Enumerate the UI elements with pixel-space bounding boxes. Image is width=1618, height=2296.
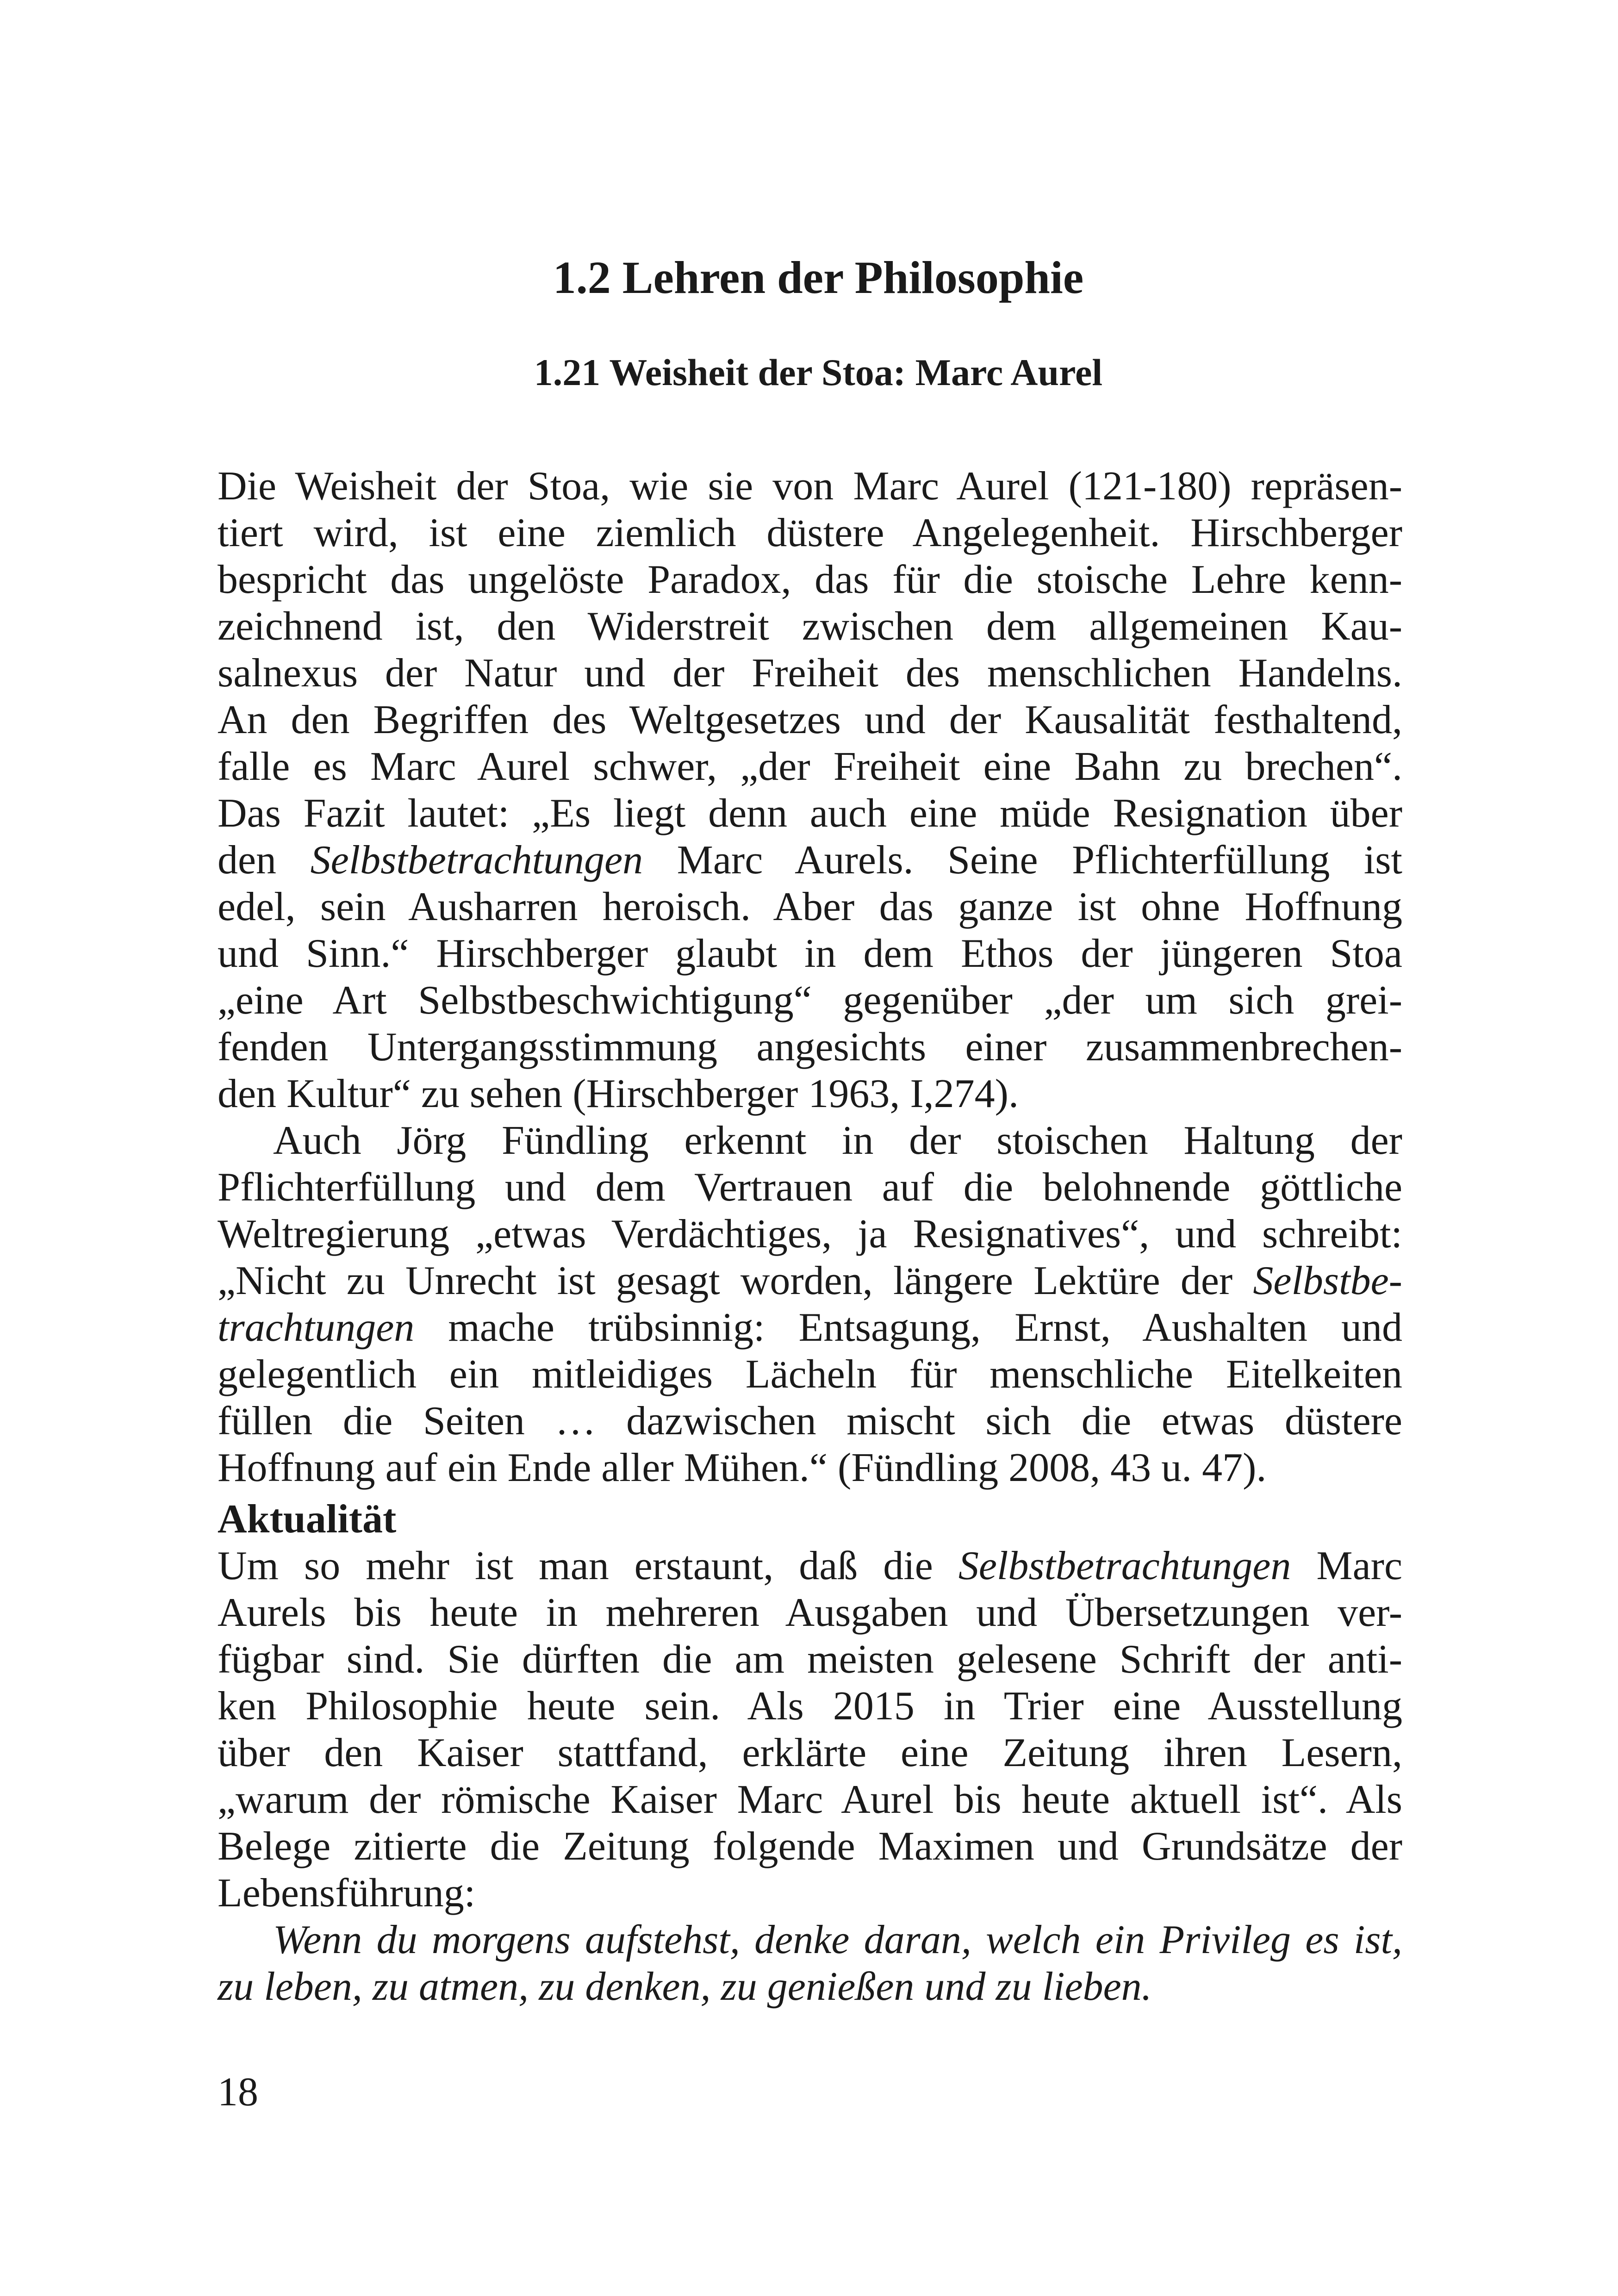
text-line (218, 1257, 1402, 1304)
book-title-italic: Selbstbetrachtungen (310, 838, 643, 883)
text-line: Die Weisheit der Stoa, wie sie von Marc Aurel (121-180) repräsen- (218, 464, 1402, 509)
text-line: fenden Untergangsstimmung angesichts einer zusammenbrechen- (218, 1025, 1402, 1070)
text-line (218, 837, 1402, 884)
text-line: Pflichterfüllung und dem Vertrauen auf die belohnende göttliche (218, 1165, 1402, 1210)
text-line: füllen die Seiten … dazwischen mischt sich die etwas düstere (218, 1399, 1402, 1444)
text-line: salnexus der Natur und der Freiheit des menschlichen Handelns. (218, 651, 1402, 696)
section-aktualitaet (218, 1496, 1402, 2010)
text-line: ken Philosophie heute sein. Als 2015 in Trier eine Ausstellung (218, 1684, 1402, 1729)
book-title-italic: trachtungen (218, 1305, 415, 1350)
text-segment: den (218, 838, 311, 883)
text-segment: „Nicht zu Unrecht ist gesagt worden, längere Lektüre der (218, 1258, 1253, 1303)
book-title-italic: Selbstbetrachtungen (958, 1543, 1291, 1588)
text-line: tiert wird, ist eine ziemlich düstere Angelegenheit. Hirschberger (218, 510, 1402, 555)
quote-line: zu leben, zu atmen, zu denken, zu genießen und zu lieben. (218, 1964, 1152, 2009)
text-line: edel, sein Ausharren heroisch. Aber das ganze ist ohne Hoffnung (218, 884, 1402, 929)
text-segment: Marc Aurels. Seine Pflichterfüllung ist (643, 838, 1402, 883)
text-line: bespricht das ungelöste Paradox, das für die stoische Lehre kenn- (218, 557, 1402, 602)
text-line: „eine Art Selbstbeschwichtigung“ gegenüber „der um sich grei- (218, 978, 1402, 1023)
book-title-italic: Selbstbe- (1253, 1258, 1402, 1303)
text-line: Das Fazit lautet: „Es liegt denn auch eine müde Resignation über (218, 791, 1402, 836)
text-line: über den Kaiser stattfand, erklärte eine Zeitung ihren Lesern, (218, 1730, 1402, 1775)
text-line: „warum der römische Kaiser Marc Aurel bis heute aktuell ist“. Als (218, 1777, 1402, 1822)
text-line: Lebensführung: (218, 1871, 476, 1916)
text-segment: mache trübsinnig: Entsagung, Ernst, Aushalten und (414, 1305, 1402, 1350)
text-segment: Um so mehr ist man erstaunt, daß die (218, 1543, 958, 1588)
text-line (218, 1543, 1402, 1589)
text-line: An den Begriffen des Weltgesetzes und der Kausalität festhaltend, (218, 697, 1402, 742)
paragraph-intro (218, 463, 1402, 1117)
page-number: 18 (218, 2070, 258, 2115)
text-line: den Kultur“ zu sehen (Hirschberger 1963, I,274). (218, 1071, 1019, 1116)
text-line: Hoffnung auf ein Ende aller Mühen.“ (Fündling 2008, 43 u. 47). (218, 1445, 1267, 1490)
text-line: Auch Jörg Fündling erkennt in der stoischen Haltung der (273, 1118, 1402, 1163)
quote-line: Wenn du morgens aufstehst, denke daran, welch ein Privileg es ist, (273, 1917, 1402, 1962)
section-title: 1.21 Weisheit der Stoa: Marc Aurel (534, 351, 1103, 393)
text-line: Weltregierung „etwas Verdächtiges, ja Resignatives“, und schreibt: (218, 1212, 1402, 1257)
text-line: Aurels bis heute in mehreren Ausgaben und Übersetzungen ver- (218, 1590, 1402, 1635)
chapter-title: 1.2 Lehren der Philosophie (553, 252, 1084, 303)
text-line: zeichnend ist, den Widerstreit zwischen dem allgemeinen Kau- (218, 604, 1402, 649)
subheading-aktualitaet: Aktualität (218, 1497, 397, 1542)
text-line: gelegentlich ein mitleidiges Lächeln für menschliche Eitelkeiten (218, 1352, 1402, 1397)
paragraph-fuendling (218, 1117, 1402, 1491)
text-segment: Marc (1291, 1543, 1403, 1588)
text-line: falle es Marc Aurel schwer, „der Freiheit eine Bahn zu brechen“. (218, 744, 1402, 789)
text-line: fügbar sind. Sie dürften die am meisten gelesene Schrift der anti- (218, 1637, 1402, 1682)
text-line: Belege zitierte die Zeitung folgende Maximen und Grundsätze der (218, 1824, 1402, 1869)
text-line: und Sinn.“ Hirschberger glaubt in dem Ethos der jüngeren Stoa (218, 931, 1402, 976)
text-line (218, 1304, 1402, 1351)
